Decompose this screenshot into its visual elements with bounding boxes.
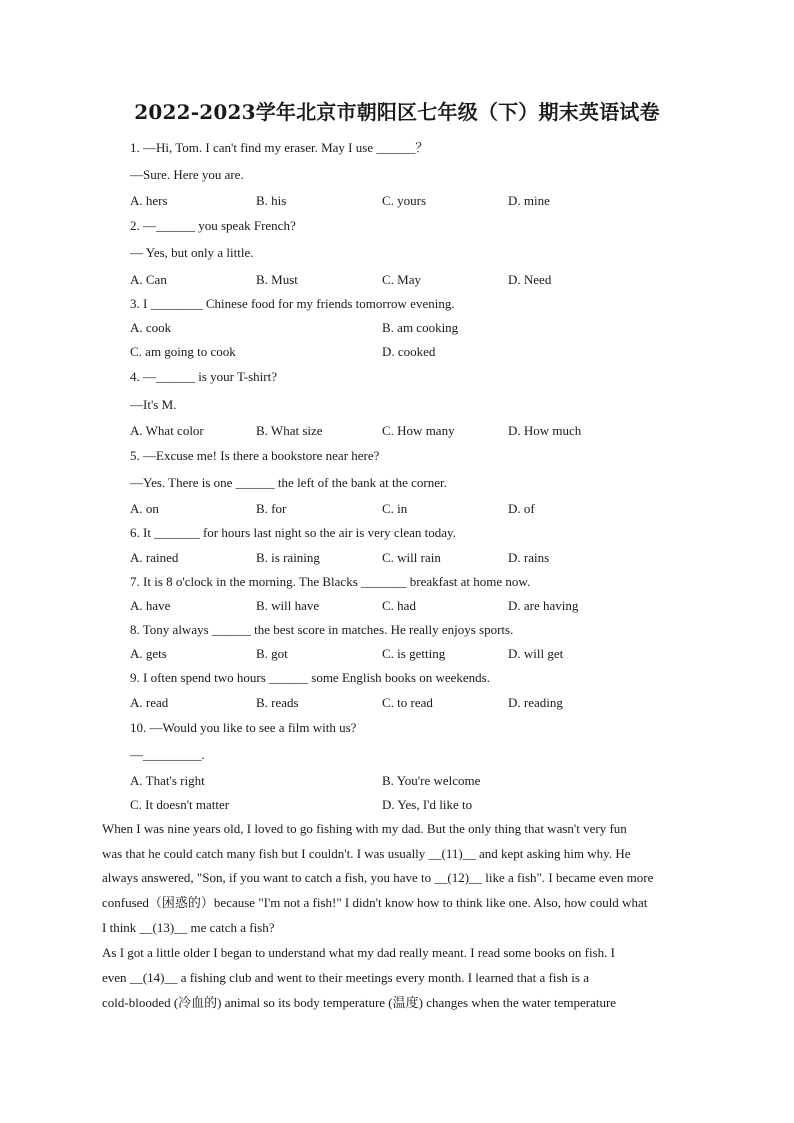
question-8-option-b: B. got	[256, 646, 288, 661]
question-1-option-c: C. yours	[382, 193, 427, 208]
question-7-option-b: B. will have	[256, 598, 320, 613]
question-4-stem: 4. —______ is your T-shirt?	[130, 369, 277, 384]
question-5-option-b: B. for	[256, 501, 287, 516]
page-title: 2022-2023学年北京市朝阳区七年级（下）期末英语试卷	[134, 100, 660, 124]
question-2-option-b: B. Must	[256, 272, 298, 287]
passage-line-7: even __(14)__ a fishing club and went to their meetings every month. I learned that a fish is a	[102, 970, 589, 985]
question-4-option-a: A. What color	[130, 423, 204, 438]
passage-line-1: When I was nine years old, I loved to go fishing with my dad. But the only thing that wasn't very fun	[102, 821, 627, 836]
question-5-option-c: C. in	[382, 501, 408, 516]
question-7-stem: 7. It is 8 o'clock in the morning. The Blacks _______ breakfast at home now.	[130, 574, 531, 589]
question-2-option-c: C. May	[382, 272, 421, 287]
question-3-option-a: A. cook	[130, 320, 172, 335]
question-8-option-c: C. is getting	[382, 646, 446, 661]
question-6-option-c: C. will rain	[382, 550, 441, 565]
question-4-option-b: B. What size	[256, 423, 323, 438]
question-4-option-c: C. How many	[382, 423, 455, 438]
question-7-option-d: D. are having	[508, 598, 579, 613]
question-3-option-d: D. cooked	[382, 344, 436, 359]
question-9-stem: 9. I often spend two hours ______ some English books on weekends.	[130, 670, 490, 685]
question-1-reply: —Sure. Here you are.	[130, 167, 244, 182]
question-9-option-a: A. read	[130, 695, 169, 710]
question-10-option-a: A. That's right	[130, 773, 205, 788]
question-7-option-a: A. have	[130, 598, 171, 613]
question-2-reply: — Yes, but only a little.	[130, 245, 254, 260]
question-1-option-d: D. mine	[508, 193, 550, 208]
question-5-option-a: A. on	[130, 501, 159, 516]
question-1-option-b: B. his	[256, 193, 287, 208]
passage-line-4: confused（困惑的）because "I'm not a fish!" I didn't know how to think like one. Also, how could what	[102, 895, 648, 910]
passage-line-8: cold-blooded (冷血的) animal so its body temperature (温度) changes when the water temperature	[102, 995, 617, 1010]
question-9-option-d: D. reading	[508, 695, 563, 710]
question-6-stem: 6. It _______ for hours last night so the air is very clean today.	[130, 525, 456, 540]
question-8-option-a: A. gets	[130, 646, 167, 661]
question-8-option-d: D. will get	[508, 646, 564, 661]
question-10-option-d: D. Yes, I'd like to	[382, 797, 473, 812]
question-5-option-d: D. of	[508, 501, 535, 516]
question-2-option-d: D. Need	[508, 272, 552, 287]
question-9-option-c: C. to read	[382, 695, 433, 710]
question-2-stem: 2. —______ you speak French?	[130, 218, 296, 233]
question-4-reply: —It's M.	[130, 397, 177, 412]
question-2-option-a: A. Can	[130, 272, 167, 287]
question-1-stem: 1. —Hi, Tom. I can't find my eraser. May I use ______？	[130, 140, 429, 155]
question-7-option-c: C. had	[382, 598, 416, 613]
question-6-option-d: D. rains	[508, 550, 550, 565]
passage-line-3: always answered, "Son, if you want to catch a fish, you have to __(12)__ like a fish". I became even more	[102, 870, 654, 885]
passage-line-2: was that he could catch many fish but I couldn't. I was usually __(11)__ and kept asking him why. He	[102, 846, 631, 861]
question-3-stem: 3. I ________ Chinese food for my friends tomorrow evening.	[130, 296, 455, 311]
question-8-stem: 8. Tony always ______ the best score in matches. He really enjoys sports.	[130, 622, 514, 637]
question-5-reply: —Yes. There is one ______ the left of the bank at the corner.	[130, 475, 447, 490]
question-4-option-d: D. How much	[508, 423, 582, 438]
passage-line-5: I think __(13)__ me catch a fish?	[102, 920, 275, 935]
question-9-option-b: B. reads	[256, 695, 299, 710]
question-5-stem: 5. —Excuse me! Is there a bookstore near here?	[130, 448, 380, 463]
question-3-option-c: C. am going to cook	[130, 344, 236, 359]
question-10-reply: —_________.	[130, 747, 205, 762]
question-10-option-b: B. You're welcome	[382, 773, 481, 788]
question-6-option-a: A. rained	[130, 550, 179, 565]
question-10-stem: 10. —Would you like to see a film with us?	[130, 720, 357, 735]
question-10-option-c: C. It doesn't matter	[130, 797, 230, 812]
question-6-option-b: B. is raining	[256, 550, 320, 565]
question-3-option-b: B. am cooking	[382, 320, 459, 335]
question-1-option-a: A. hers	[130, 193, 168, 208]
passage-line-6: As I got a little older I began to understand what my dad really meant. I read some books on fish. I	[102, 945, 616, 960]
